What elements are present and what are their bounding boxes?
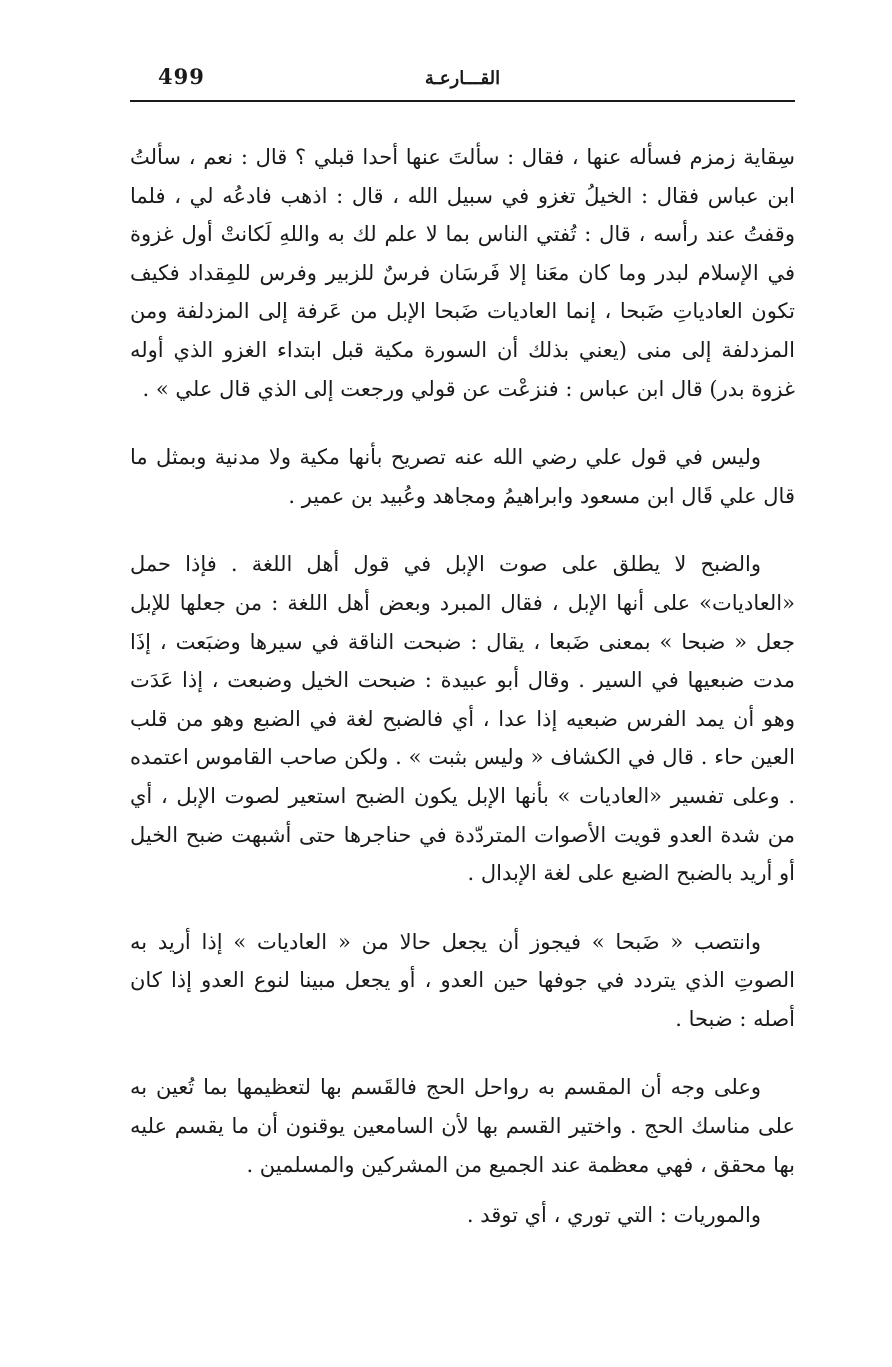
page-number: 499: [158, 64, 205, 89]
paragraph-3: والضبح لا يطلق على صوت الإبل في قول أهل اللغة . فإذا حمل «العاديات» على أنها الإبل ، فقال المبرد وبعض أهل اللغة : من جعلها للإبل جعل « ضبحا » بمعنى ضَبعا ، يقال : ضبحت الناقة في سيرها وضبَعت ، إذَا مدت ضبعيها في السير . وقال أبو عبيدة : ضبحت الخيل وضبعت ، إذا عَدَت وهو أن يمد الفرس ضبعيه إذا عدا ، أي فالضبح لغة في الضبع وهو من قلب العين حاء . قال في الكشاف « وليس بثبت » . ولكن صاحب القاموس اعتمده . وعلى تفسير «العاديات » بأنها الإبل يكون الضبح استعير لصوت الإبل ، أي من شدة العدو قويت الأصوات المتردّدة في حناجرها حتى أشبهت ضبح الخيل أو أريد بالضبح الضبع على لغة الإبدال .: [130, 552, 795, 886]
header-divider: [130, 100, 795, 102]
paragraph-2: وليس في قول علي رضي الله عنه تصريح بأنها مكية ولا مدنية وبمثل ما قال علي قَال ابن مسعود وابراهيمُ ومجاهد وعُبيد بن عمير .: [130, 445, 795, 508]
paragraph-4: وانتصب « ضَبحا » فيجوز أن يجعل حالا من « العاديات » إذا أريد به الصوتِ الذي يتردد في جوفها حين العدو ، أو يجعل مبينا لنوع العدو إذا كان أصله : ضبحا .: [130, 929, 795, 1031]
paragraph-1: سِقاية زمزم فسأله عنها ، فقال : سألتَ عنها أحدا قبلي ؟ قال : نعم ، سألتُ ابن عباس فقال : الخيلُ تغزو في سبيل الله ، قال : اذهب فادعُه لي ، فلما وقفتُ عند رأسه ، قال : تُفتي الناس بما لا علم لك به واللهِ لَكانتْ أول غزوة في الإسلام لبدر وما كان معَنا إلا فَرسَان فرسٌ للزبير وفرس للمِقداد فكيف تكون العادياتِ ضَبحا ، إنما العاديات ضَبحا الإبل من عَرفة إلى المزدلفة ومن المزدلفة إلى منى (يعني بذلك أن السورة مكية قبل ابتداء الغزو الذي أوله غزوة بدر) قال ابن عباس : فنزعْت عن قولي ورجعت إلى الذي قال علي » .: [130, 145, 795, 401]
paragraph-6: والموريات : التي توري ، أي توقد .: [466, 1203, 761, 1228]
running-title: القـــارعـة: [424, 68, 501, 89]
main-text: [130, 138, 795, 1265]
paragraph-5: وعلى وجه أن المقسم به رواحل الحج فالقَسم بها لتعظيمها بما تُعين به على مناسك الحج . واختير القسم بها لأن السامعين يوقنون أن ما يقسم عليه بها محقق ، فهي معظمة عند الجميع من المشركين والمسلمين .: [130, 1075, 795, 1177]
page-header: [130, 58, 795, 102]
